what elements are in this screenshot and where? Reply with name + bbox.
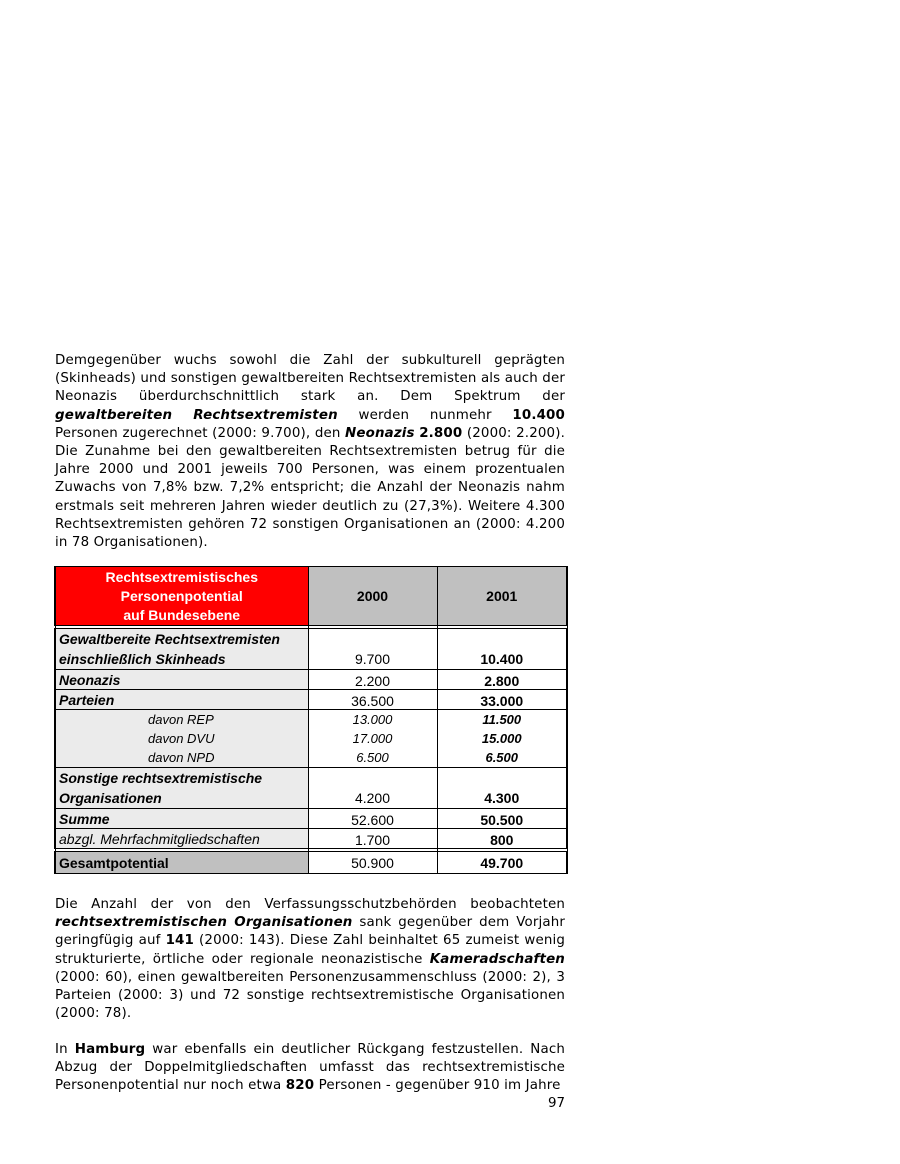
row-label: Sonstige rechtsextremistische Organisationen [55, 768, 308, 809]
cell-2000: 2.200 [308, 670, 437, 690]
emphasis-number: 141 [165, 933, 194, 949]
cell-2001: 10.400 [437, 629, 567, 670]
table-row [55, 809, 567, 829]
table-subrow [55, 748, 567, 768]
paragraph-extremist-spectrum [55, 352, 565, 552]
cell-2000: 9.700 [308, 629, 437, 670]
emphasis-hamburg: Hamburg [74, 1042, 146, 1057]
table-header-row [55, 567, 567, 626]
emphasis-number: 10.400 [512, 407, 565, 423]
cell-2000: 52.600 [308, 809, 437, 829]
text-run: Die Anzahl der von den Verfassungsschutzbehörden beobachteten [55, 897, 565, 912]
text-run: Personen - gegenüber 910 im Jahre [314, 1078, 561, 1094]
text-run: Demgegenüber wuchs sowohl die Zahl der subkulturell geprägten (Skinheads) und sonstigen gewaltbereiten Rechtsextremisten als auch der Neonazis überdurchschnittlich stark an. Dem Spektrum der [55, 353, 565, 405]
text-run: sank gegenüber dem Vorjahr geringfügig auf [55, 915, 565, 949]
table-total-row [55, 852, 567, 874]
subrow-label: davon REP [55, 710, 308, 730]
emphasis-number: 820 [285, 1078, 315, 1094]
emphasis-neonazis: Neonazis [345, 425, 415, 441]
paragraph-organisations [55, 896, 565, 1023]
column-header-2001: 2001 [437, 567, 567, 626]
text-run: (2000: 2.200). Die Zunahme bei den gewaltbereiten Rechtsextremisten betrug für die Jahre 2000 und 2001 jeweils 700 Personen, was einem prozentualen Zuwachs von 7,8% bzw. 7,2% entspricht; die Anzahl der Neonazis nahm erstmals seit mehreren Jahren wieder deutlich zu (27,3%). Weitere 4.300 Rechtsextremisten gehören 72 sonstigen Organisationen an (2000: 4.200 in 78 Organisationen). [55, 425, 565, 551]
paragraph-hamburg [55, 1041, 565, 1096]
text-run: war ebenfalls ein deutlicher Rückgang festzustellen. Nach Abzug der Doppelmitgliedschaften umfasst das rechtsextremistische Personenpotential nur noch etwa [55, 1042, 565, 1094]
text-run: (2000: 143). Diese Zahl beinhaltet 65 zumeist wenig strukturierte, örtliche oder regionale neonazistische [55, 933, 565, 967]
cell-2001: 11.500 [437, 710, 567, 730]
column-header-2000: 2000 [308, 567, 437, 626]
cell-2000: 50.900 [308, 852, 437, 874]
text-run: werden nunmehr [337, 407, 513, 423]
cell-2000: 36.500 [308, 690, 437, 710]
cell-2000: 1.700 [308, 829, 437, 849]
cell-2001: 4.300 [437, 768, 567, 809]
header-label-line: Rechtsextremistisches [105, 568, 259, 585]
table-row [55, 768, 567, 809]
cell-2001: 800 [437, 829, 567, 849]
page-number: 97 [547, 1096, 565, 1111]
cell-2000: 4.200 [308, 768, 437, 809]
row-label: abzgl. Mehrfachmitgliedschaften [55, 829, 308, 849]
personnel-potential-table [54, 566, 568, 874]
table-row [55, 629, 567, 670]
row-label: Gewaltbereite Rechtsextremisten einschließlich Skinheads [55, 629, 308, 670]
table-header-label [55, 567, 308, 626]
emphasis-number: 2.800 [419, 425, 463, 441]
table-row [55, 690, 567, 710]
table-subrow [55, 729, 567, 748]
text-run: In [55, 1042, 75, 1057]
cell-2001: 33.000 [437, 690, 567, 710]
table-row [55, 829, 567, 849]
row-label: Neonazis [55, 670, 308, 690]
cell-2001: 6.500 [437, 748, 567, 768]
table-row [55, 670, 567, 690]
cell-2001: 2.800 [437, 670, 567, 690]
subrow-label: davon NPD [55, 748, 308, 768]
row-label: Parteien [55, 690, 308, 710]
cell-2001: 49.700 [437, 852, 567, 874]
cell-2000: 6.500 [308, 748, 437, 768]
text-run: Personen zugerechnet (2000: 9.700), den [55, 425, 346, 441]
emphasis-violent-extremists: gewaltbereiten Rechtsextremisten [55, 407, 338, 423]
text-run: (2000: 60), einen gewaltbereiten Personenzusammenschluss (2000: 2), 3 Parteien (2000: 3) und 72 sonstige rechtsextremistische Organisationen (2000: 78). [55, 969, 565, 1022]
emphasis-organisations: rechtsextremistischen Organisationen [55, 915, 353, 931]
header-label-line: Personenpotential [120, 587, 243, 604]
cell-2000: 17.000 [308, 729, 437, 748]
emphasis-kameradschaften: Kameradschaften [429, 951, 565, 967]
total-label: Gesamtpotential [55, 852, 308, 874]
header-label-line: auf Bundesebene [123, 606, 241, 623]
table-subrow [55, 710, 567, 730]
subrow-label: davon DVU [55, 729, 308, 748]
row-label: Summe [55, 809, 308, 829]
cell-2001: 15.000 [437, 729, 567, 748]
cell-2000: 13.000 [308, 710, 437, 730]
cell-2001: 50.500 [437, 809, 567, 829]
